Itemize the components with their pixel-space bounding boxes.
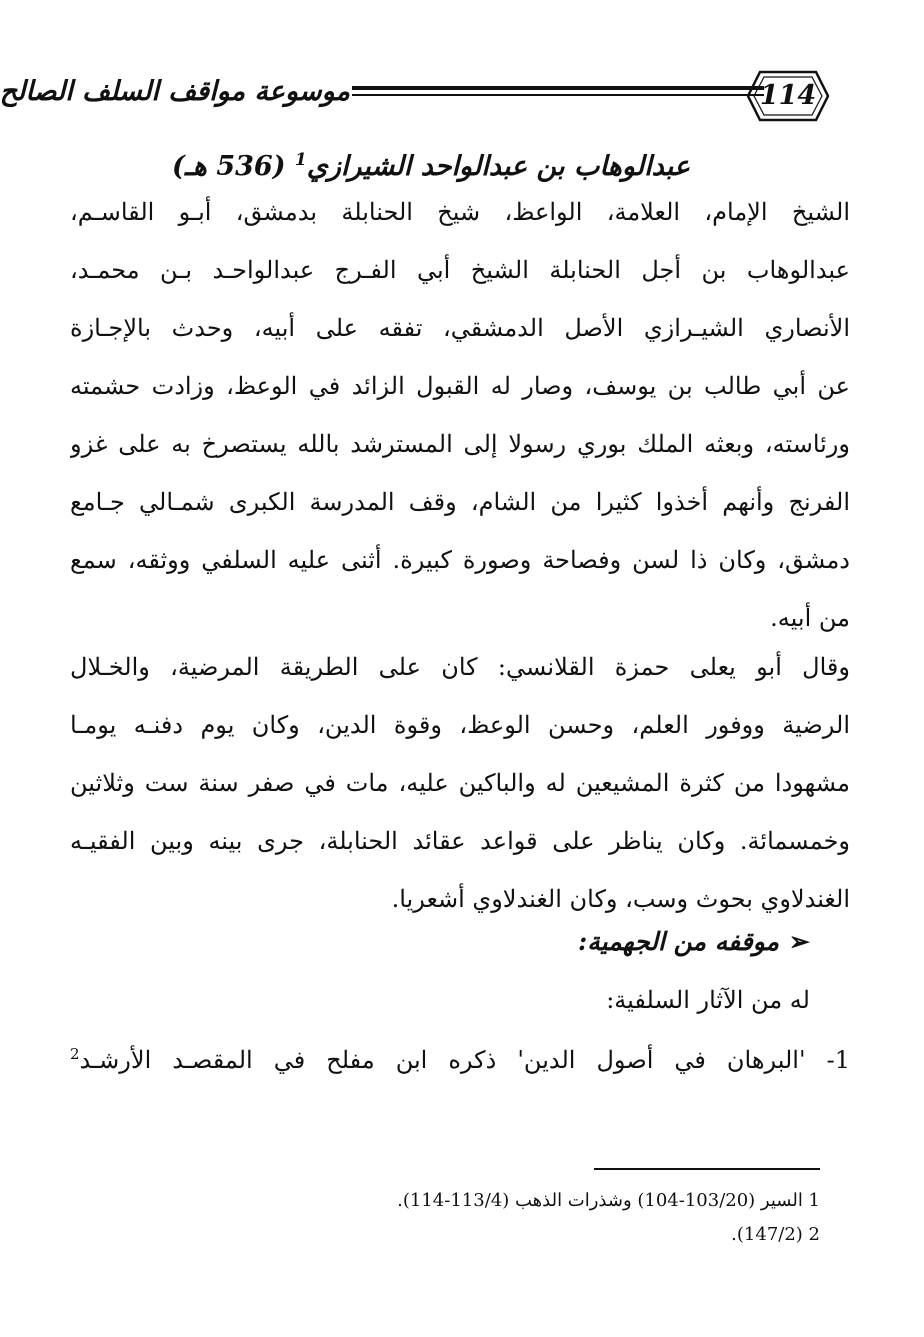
text-line: وخمسمائة. وكان يناظر على قواعد عقائد الحنابلة، جرى بينه وبين الفقيـه [70, 827, 850, 855]
text-line: مشهودا من كثرة المشيعين له والباكين عليه، مات في صفر سنة ست وثلاثين [70, 769, 850, 797]
text-line: وقال أبو يعلى حمزة القلانسي: كان على الطريقة المرضية، والخـلال [70, 653, 850, 681]
header-rule [352, 84, 764, 100]
section-subheading [200, 916, 810, 968]
header-rule-thick [352, 86, 764, 90]
entry-year: (536 هـ) [172, 151, 286, 182]
entry-title [150, 136, 690, 184]
list-item-footnote-ref: 2 [70, 1045, 80, 1063]
text-line: عن أبي طالب بن يوسف، وصار له القبول الزائد في الوعظ، وزادت حشمته [70, 372, 850, 400]
text-line: عبدالوهاب بن أجل الحنابلة الشيخ أبي الفـرج عبدالواحـد بـن محمـد، [70, 256, 850, 284]
text-line: الفرنج وأنهم أخذوا كثيرا من الشام، وقف المدرسة الكبرى شمـالي جـامع [70, 488, 850, 516]
text-line: الأنصاري الشيـرازي الأصل الدمشقي، تفقه على أبيه، وحدث بالإجـازة [70, 314, 850, 342]
subheading-text: موقفه من الجهمية: [578, 927, 780, 956]
page-number-badge [746, 66, 830, 126]
text-line: ورئاسته، وبعثه الملك بوري رسولا إلى المسترشد بالله يستصرخ به على غزو [70, 430, 850, 458]
athar-intro: له من الآثار السلفية: [606, 986, 810, 1014]
list-item-text: 1- 'البرهان في أصول الدين' ذكره ابن مفلح في المقصـد الأرشـد [79, 1046, 850, 1074]
arrow-bullet-icon: ➢ [789, 927, 810, 956]
page-number: 114 [759, 80, 817, 111]
footnote: 1 السير (103/20-104) وشذرات الذهب (113/4-114). [397, 1190, 820, 1211]
series-title: موسوعة مواقف السلف الصالح [0, 76, 350, 107]
entry-footnote-ref: 1 [294, 150, 307, 170]
footnote: 2 (147/2). [731, 1224, 820, 1245]
text-line: دمشق، وكان ذا لسن وفصاحة وصورة كبيرة. أثنى عليه السلفي ووثقه، سمع [70, 546, 850, 574]
text-line: الغندلاوي بحوث وسب، وكان الغندلاوي أشعريا. [391, 885, 850, 913]
entry-name: عبدالوهاب بن عبدالواحد الشيرازي [306, 151, 690, 182]
text-line: الرضية ووفور العلم، وحسن الوعظ، وقوة الدين، وكان يوم دفنـه يومـا [70, 711, 850, 739]
list-item [70, 1026, 850, 1082]
footnote-rule [594, 1168, 820, 1170]
header-rule-thin [352, 94, 764, 96]
running-header [0, 66, 830, 130]
paragraph-2 [70, 638, 850, 928]
paragraph-1 [70, 183, 850, 647]
text-line: من أبيه. [770, 604, 850, 632]
text-line: الشيخ الإمام، العلامة، الواعظ، شيخ الحنابلة بدمشق، أبـو القاسـم، [70, 198, 850, 226]
